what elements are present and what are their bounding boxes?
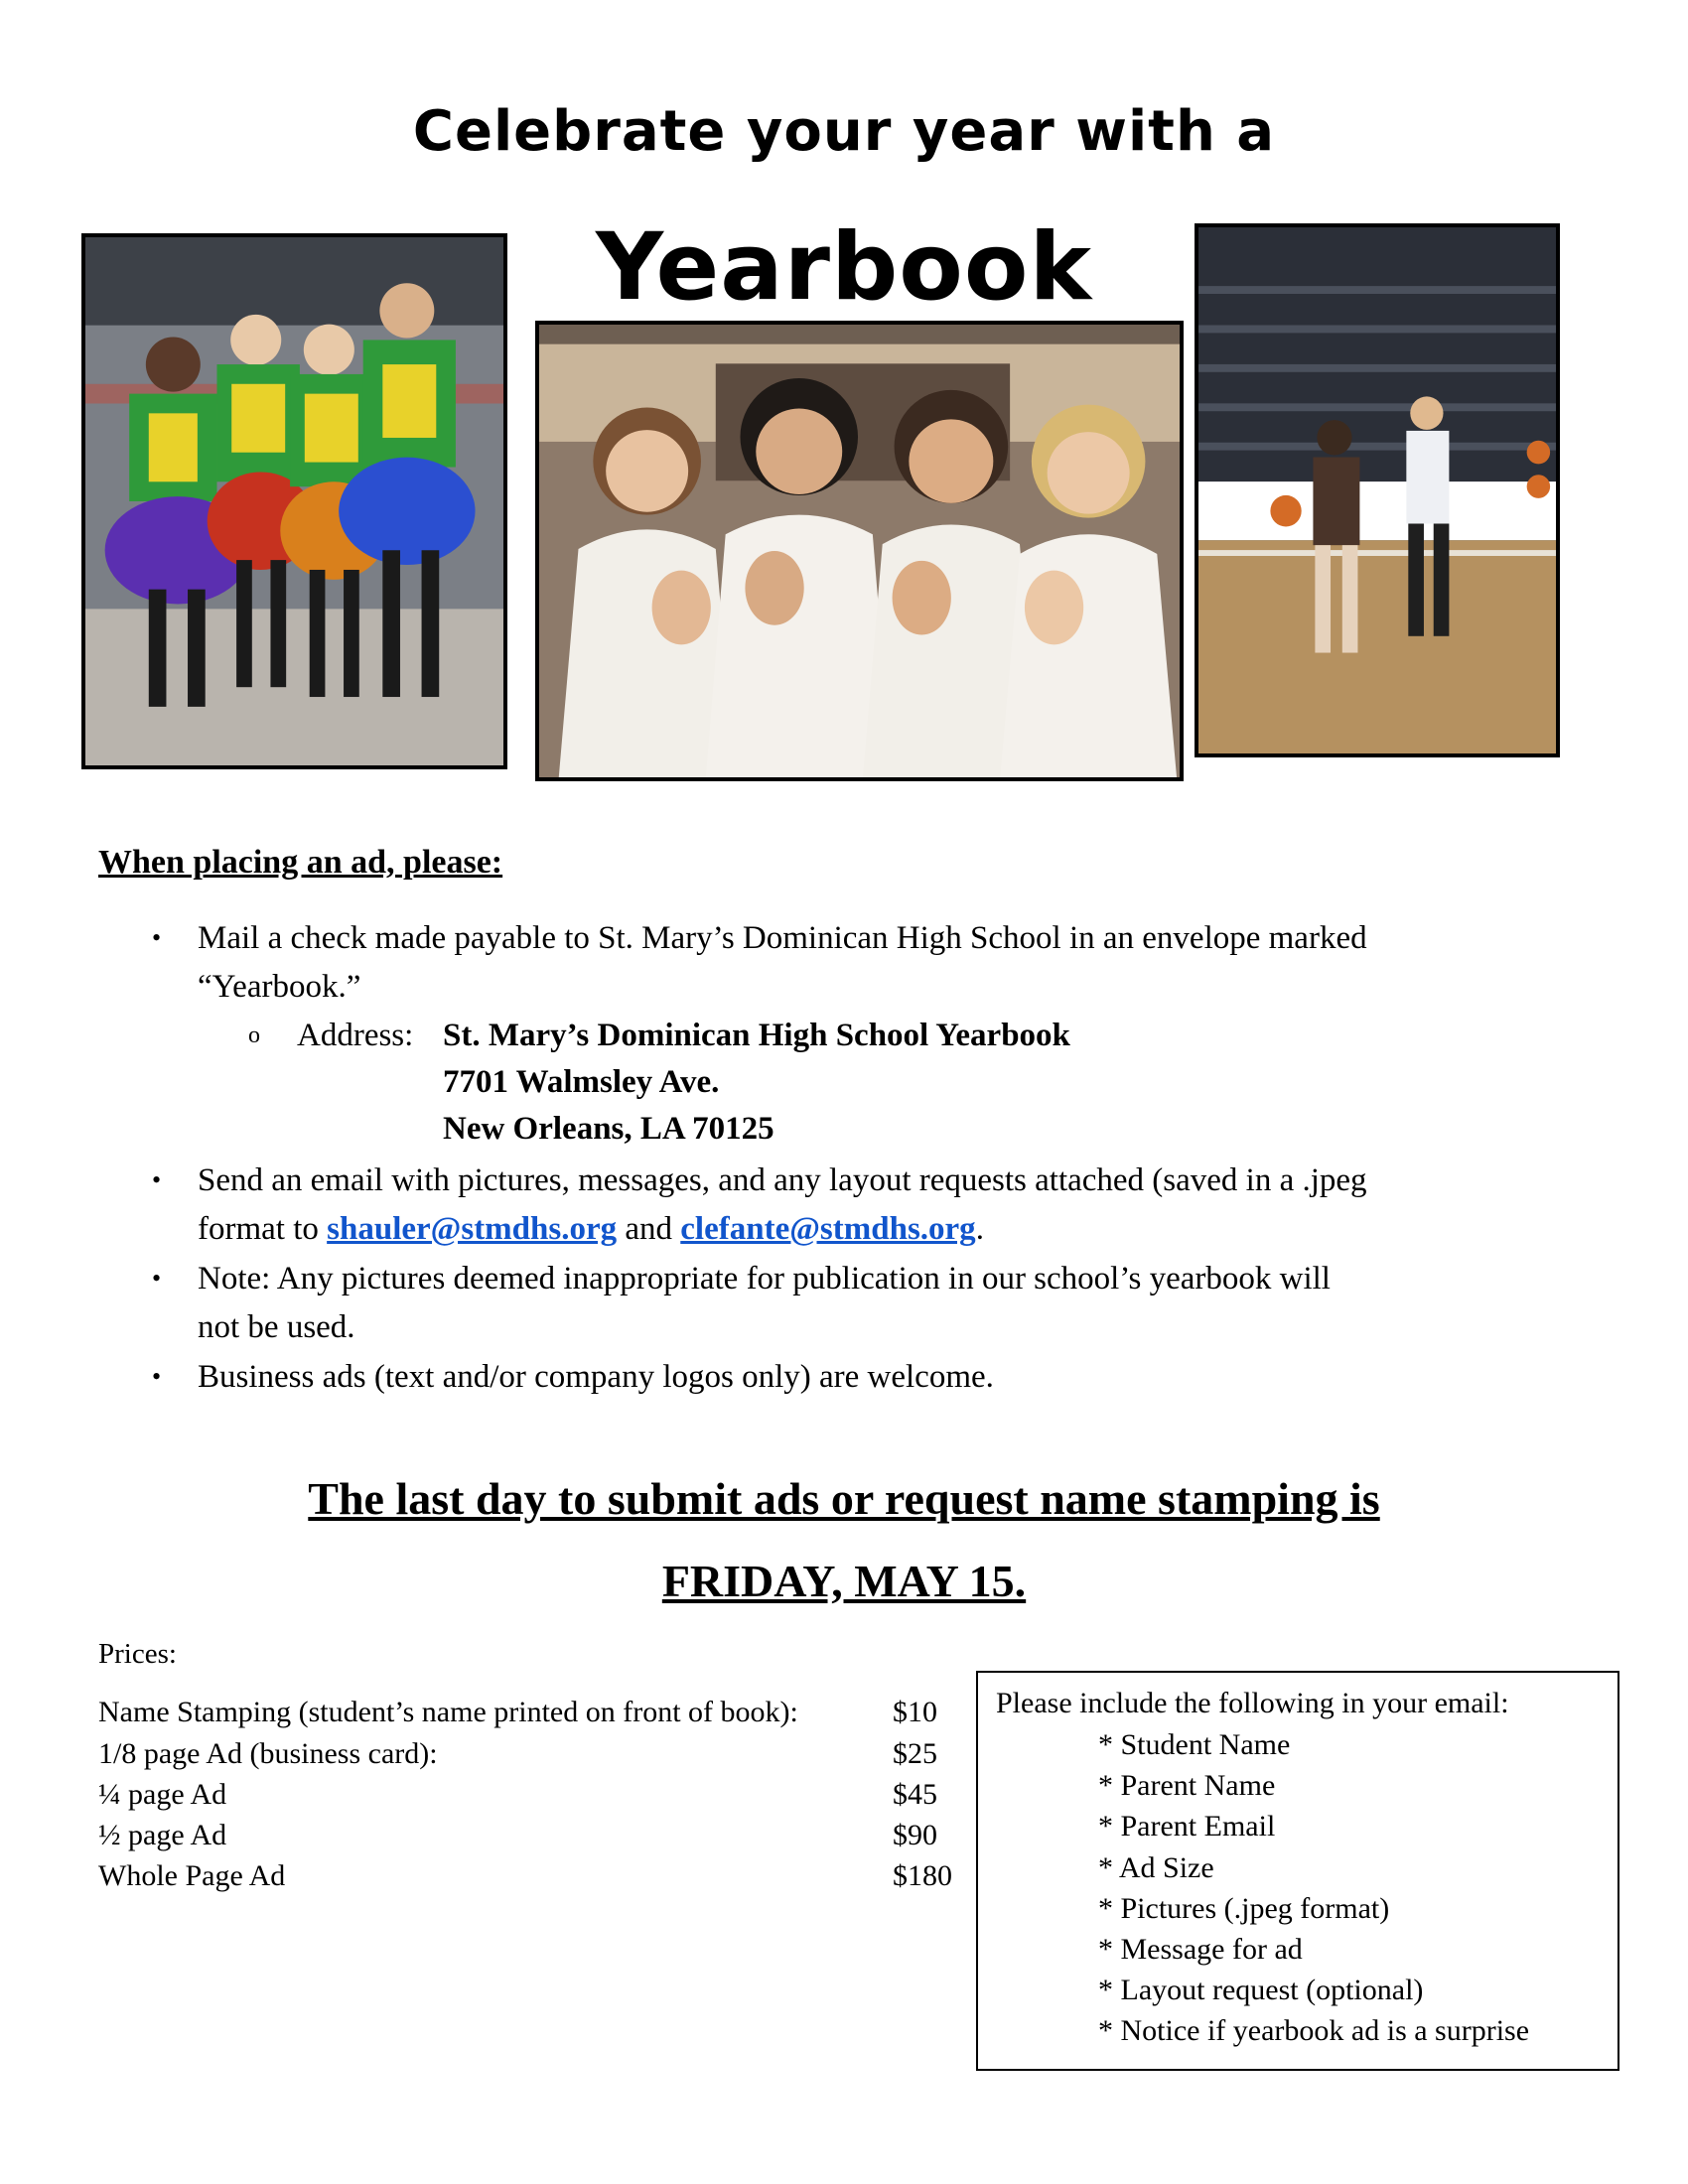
instruction-note: Note: Any pictures deemed inappropriate for publication in our school’s yearbook will (198, 1261, 1331, 1297)
bullet-marker: • (152, 923, 162, 952)
header-line-1: Celebrate your year with a (412, 99, 1276, 164)
bullet-marker: • (152, 1264, 162, 1293)
deadline-line-1: The last day to submit ads or request name stamping is (308, 1473, 1380, 1524)
instructions-heading: When placing an ad, please: (98, 844, 503, 881)
prices-label: Prices: (98, 1638, 177, 1670)
price-item-value: $10 (893, 1696, 937, 1728)
checklist-item: * Layout request (optional) (1098, 1974, 1424, 2006)
bullet-marker: • (152, 1362, 162, 1391)
email-link-shauler[interactable]: shauler@stmdhs.org (327, 1211, 618, 1247)
address-label: Address: (297, 1018, 414, 1053)
price-item-value: $45 (893, 1778, 937, 1811)
page-title: Yearbook (596, 213, 1092, 322)
address-line-2: 7701 Walmsley Ave. (443, 1064, 720, 1100)
bullet-marker: • (152, 1165, 162, 1194)
format-to-text: format to (198, 1211, 319, 1247)
checklist-item: * Notice if yearbook ad is a surprise (1098, 2014, 1530, 2047)
price-item-label: ½ page Ad (98, 1819, 227, 1851)
address-line-3: New Orleans, LA 70125 (443, 1111, 774, 1147)
checklist-item: * Parent Name (1098, 1769, 1276, 1802)
price-item-label: Whole Page Ad (98, 1859, 286, 1892)
and-text: and (625, 1211, 673, 1247)
instruction-send-email-cont (198, 1205, 984, 1254)
price-item-value: $90 (893, 1819, 937, 1851)
price-item-label: ¼ page Ad (98, 1778, 227, 1811)
instruction-mail-check-cont: “Yearbook.” (198, 969, 361, 1005)
costume-group-photo (81, 233, 507, 769)
checklist-item: * Message for ad (1098, 1933, 1303, 1966)
instruction-business-ads: Business ads (text and/or company logos only) are welcome. (198, 1359, 994, 1395)
instruction-mail-check: Mail a check made payable to St. Mary’s Dominican High School in an envelope marked (198, 920, 1367, 956)
address-line-1: St. Mary’s Dominican High School Yearbook (443, 1018, 1070, 1053)
class-ring-photo (535, 321, 1184, 781)
instruction-note-cont: not be used. (198, 1309, 355, 1345)
price-item-value: $180 (893, 1859, 952, 1892)
checklist-item: * Student Name (1098, 1728, 1291, 1761)
checklist-item: * Parent Email (1098, 1810, 1276, 1843)
basketball-photo (1195, 223, 1560, 757)
price-item-value: $25 (893, 1737, 937, 1770)
email-checklist-title: Please include the following in your email: (996, 1687, 1509, 1719)
sub-bullet-marker: o (248, 1023, 260, 1048)
checklist-item: * Ad Size (1098, 1851, 1214, 1884)
price-item-label: 1/8 page Ad (business card): (98, 1737, 438, 1770)
checklist-item: * Pictures (.jpeg format) (1098, 1892, 1390, 1925)
email-checklist-box (976, 1671, 1619, 2071)
instruction-send-email: Send an email with pictures, messages, and any layout requests attached (saved in a .jpeg (198, 1162, 1367, 1198)
period-text: . (975, 1211, 984, 1247)
email-link-clefante[interactable]: clefante@stmdhs.org (680, 1211, 976, 1247)
deadline-date: FRIDAY, MAY 15. (661, 1556, 1027, 1606)
price-item-label: Name Stamping (student’s name printed on front of book): (98, 1696, 798, 1728)
